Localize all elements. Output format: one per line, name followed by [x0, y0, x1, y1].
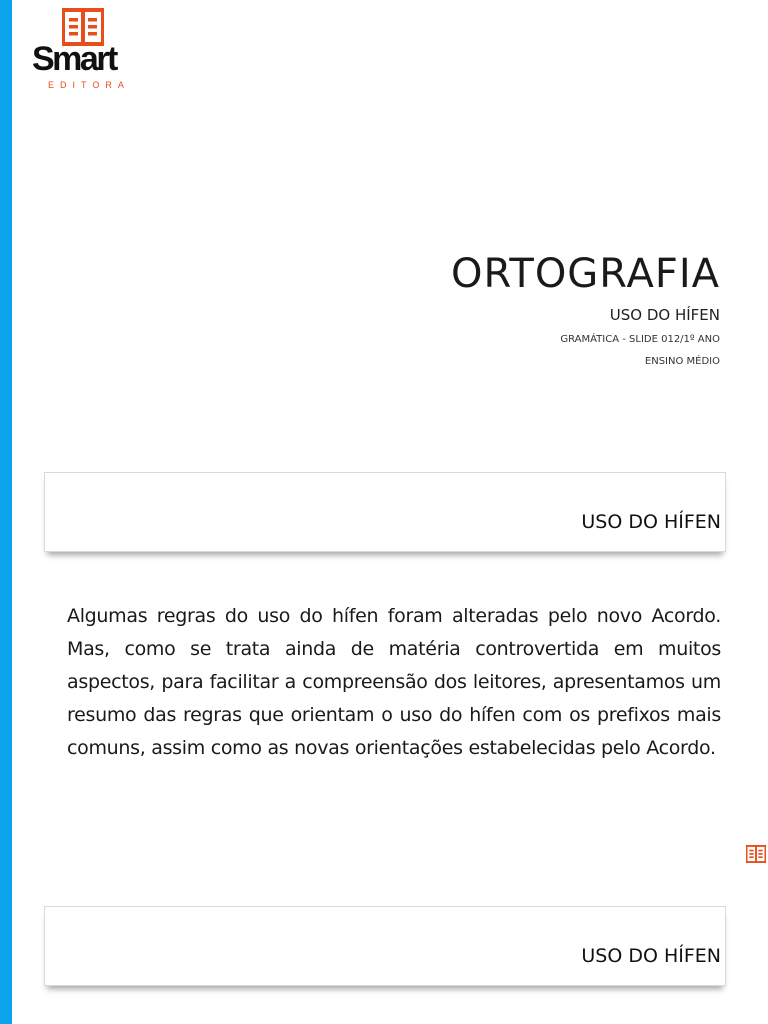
book-icon — [746, 845, 766, 863]
left-accent-bar — [0, 0, 12, 1024]
section-header-card — [44, 906, 726, 986]
grade-meta: ENSINO MÉDIO — [644, 356, 720, 367]
brand-subtitle: EDITORA — [48, 80, 130, 90]
brand-name: Smart — [32, 40, 116, 78]
page-subtitle: USO DO HÍFEN — [609, 306, 720, 324]
brand-logo — [32, 8, 136, 88]
section-heading: USO DO HÍFEN — [581, 511, 721, 533]
page-title: ORTOGRAFIA — [451, 251, 720, 297]
slide-meta: GRAMÁTICA - SLIDE 012/1º ANO — [560, 334, 720, 345]
section-header-card — [44, 472, 726, 552]
title-block — [320, 248, 720, 368]
section-heading: USO DO HÍFEN — [581, 945, 721, 967]
body-paragraph: Algumas regras do uso do hífen foram alteradas pelo novo Acordo. Mas, como se trata ainda de matéria controvertida em muitos aspectos, para facilitar a compreensão dos leitores, apresentamos um resumo das regras que orientam o uso do hífen com os prefixos mais comuns, assim como as novas orientações estabelecidas pelo Acordo. — [67, 605, 721, 759]
